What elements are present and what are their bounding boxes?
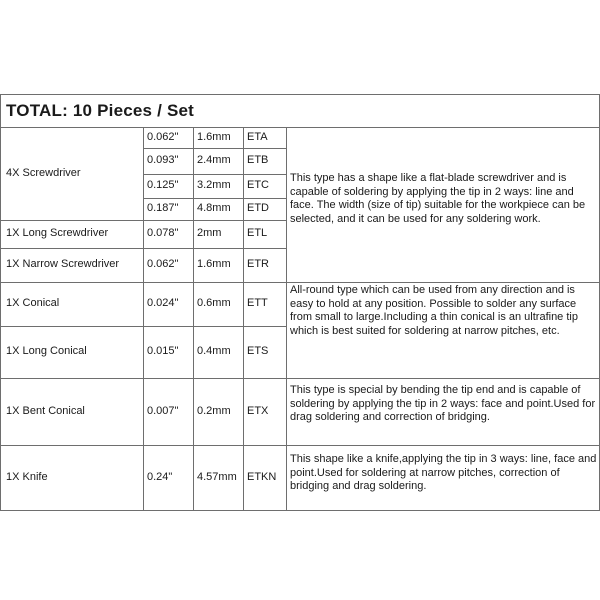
tip-code: ETC	[247, 179, 269, 191]
size-mm: 1.6mm	[197, 130, 231, 143]
column-divider-3	[286, 127, 287, 510]
size-row-divider	[143, 174, 286, 175]
size-mm: 2mm	[197, 227, 222, 239]
size-inch: 0.125"	[147, 179, 179, 191]
tip-type-name: 1X Long Screwdriver	[6, 227, 109, 239]
size-mm: 4.8mm	[197, 202, 231, 214]
description-divider	[286, 282, 600, 283]
row-divider	[0, 282, 286, 283]
row-divider	[0, 326, 286, 327]
table-left-border	[0, 94, 1, 511]
tip-code: ETL	[247, 227, 268, 239]
row-divider	[0, 248, 286, 249]
size-mm: 0.2mm	[197, 404, 231, 417]
description-divider	[286, 445, 600, 446]
size-inch: 0.015"	[147, 345, 179, 357]
size-row-divider	[143, 148, 286, 149]
size-inch: 0.093"	[147, 154, 179, 166]
description-divider	[286, 378, 600, 379]
tip-specification-table	[0, 94, 600, 510]
tip-code: ETD	[247, 202, 269, 214]
tip-description: This type is special by bending the tip end and is capable of soldering by applying the tip in 2 ways: face and point.Used for drag soldering and correction of bridging.	[290, 384, 596, 423]
tip-code: ETX	[247, 404, 269, 417]
size-inch: 0.078"	[147, 227, 179, 239]
row-divider	[0, 378, 286, 379]
size-inch: 0.062"	[147, 258, 179, 270]
tip-code: ETA	[247, 130, 268, 143]
table-top-border	[0, 94, 600, 95]
column-divider-0	[143, 127, 144, 510]
tip-type-name: 1X Conical	[6, 297, 60, 309]
tip-description: This shape like a knife,applying the tip in 3 ways: line, face and point.Used for soldering at narrow pitches, correction of bridging and drag soldering.	[290, 453, 597, 492]
tip-type-name: 1X Long Conical	[6, 345, 87, 357]
size-mm: 4.57mm	[197, 470, 237, 483]
tip-description: All-round type which can be used from any direction and is easy to hold at any position. Possible to solder any surface from small to large.Including a thin conical is an ultrafine tip which is best suited for soldering at narrow pitches, etc.	[290, 284, 578, 337]
size-inch: 0.24"	[147, 470, 173, 483]
table-title: TOTAL: 10 Pieces / Set	[6, 101, 195, 120]
tip-description: This type has a shape like a flat-blade screwdriver and is capable of soldering by applying the tip in 2 ways: line and face. The width (size of tip) suitable for the workpiece can be selected, and it can be used for any soldering work.	[290, 172, 586, 225]
tip-code: ETT	[247, 297, 268, 309]
table-bottom-border	[0, 510, 600, 511]
tip-type-name: 1X Bent Conical	[6, 404, 85, 417]
column-divider-1	[193, 127, 194, 510]
tip-code: ETB	[247, 154, 269, 166]
size-mm: 0.4mm	[197, 345, 231, 357]
tip-code: ETR	[247, 258, 269, 270]
tip-code: ETKN	[247, 470, 277, 483]
size-inch: 0.024"	[147, 297, 179, 309]
tip-type-name: 1X Narrow Screwdriver	[6, 258, 120, 270]
tip-code: ETS	[247, 345, 269, 357]
tip-type-name: 1X Knife	[6, 470, 48, 483]
size-mm: 0.6mm	[197, 297, 231, 309]
size-inch: 0.187"	[147, 202, 179, 214]
column-divider-2	[243, 127, 244, 510]
tip-type-name: 4X Screwdriver	[6, 166, 81, 179]
title-bottom-border	[0, 127, 600, 128]
size-mm: 3.2mm	[197, 179, 231, 191]
row-divider	[0, 445, 286, 446]
size-inch: 0.062"	[147, 130, 179, 143]
row-divider	[0, 220, 286, 221]
size-inch: 0.007"	[147, 404, 179, 417]
size-mm: 1.6mm	[197, 258, 231, 270]
size-row-divider	[143, 198, 286, 199]
size-mm: 2.4mm	[197, 154, 231, 166]
